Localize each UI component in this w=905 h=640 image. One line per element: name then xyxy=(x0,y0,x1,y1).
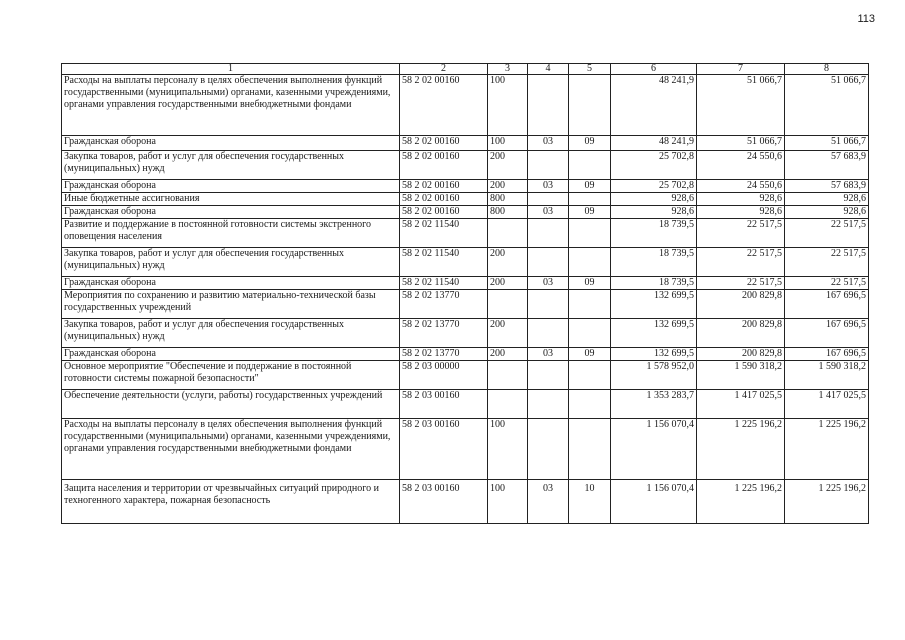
row-section xyxy=(528,75,569,136)
row-target-code: 58 2 02 13770 xyxy=(400,290,488,319)
row-expense-type: 200 xyxy=(488,248,528,277)
row-section xyxy=(528,390,569,419)
row-name: Гражданская оборона xyxy=(62,180,400,193)
row-section: 03 xyxy=(528,480,569,524)
col-header-4: 4 xyxy=(528,64,569,75)
table-row xyxy=(62,361,869,390)
table-row xyxy=(62,136,869,151)
row-value-8: 167 696,5 xyxy=(785,319,869,348)
table-row xyxy=(62,480,869,524)
row-value-7: 24 550,6 xyxy=(697,180,785,193)
row-value-7: 22 517,5 xyxy=(697,277,785,290)
row-value-7: 928,6 xyxy=(697,206,785,219)
row-expense-type: 100 xyxy=(488,419,528,480)
row-target-code: 58 2 02 11540 xyxy=(400,248,488,277)
row-value-8: 928,6 xyxy=(785,206,869,219)
row-value-8: 167 696,5 xyxy=(785,290,869,319)
row-value-6: 132 699,5 xyxy=(611,348,697,361)
row-name: Мероприятия по сохранению и развитию материально-технической базы государственных учреждений xyxy=(62,290,400,319)
row-value-8: 57 683,9 xyxy=(785,151,869,180)
row-value-7: 200 829,8 xyxy=(697,290,785,319)
row-value-8: 57 683,9 xyxy=(785,180,869,193)
row-value-7: 51 066,7 xyxy=(697,136,785,151)
row-subsection xyxy=(569,75,611,136)
row-target-code: 58 2 02 00160 xyxy=(400,193,488,206)
row-expense-type: 100 xyxy=(488,480,528,524)
row-name: Защита населения и территории от чрезвычайных ситуаций природного и техногенного характера, пожарная безопасность xyxy=(62,480,400,524)
row-value-6: 25 702,8 xyxy=(611,151,697,180)
row-section xyxy=(528,290,569,319)
row-value-7: 51 066,7 xyxy=(697,75,785,136)
row-value-6: 48 241,9 xyxy=(611,75,697,136)
row-target-code: 58 2 03 00000 xyxy=(400,361,488,390)
row-subsection xyxy=(569,290,611,319)
row-subsection xyxy=(569,151,611,180)
row-name: Закупка товаров, работ и услуг для обеспечения государственных (муниципальных) нужд xyxy=(62,248,400,277)
row-section xyxy=(528,151,569,180)
row-expense-type: 200 xyxy=(488,277,528,290)
row-name: Закупка товаров, работ и услуг для обеспечения государственных (муниципальных) нужд xyxy=(62,151,400,180)
row-expense-type: 200 xyxy=(488,151,528,180)
budget-table xyxy=(61,63,869,524)
row-value-6: 928,6 xyxy=(611,206,697,219)
row-value-8: 167 696,5 xyxy=(785,348,869,361)
row-section: 03 xyxy=(528,206,569,219)
row-target-code: 58 2 02 00160 xyxy=(400,151,488,180)
row-value-7: 24 550,6 xyxy=(697,151,785,180)
row-expense-type: 100 xyxy=(488,136,528,151)
row-subsection xyxy=(569,361,611,390)
table-row xyxy=(62,180,869,193)
row-name: Гражданская оборона xyxy=(62,206,400,219)
row-value-7: 1 590 318,2 xyxy=(697,361,785,390)
row-target-code: 58 2 02 00160 xyxy=(400,206,488,219)
row-subsection xyxy=(569,193,611,206)
row-expense-type: 800 xyxy=(488,193,528,206)
row-value-6: 18 739,5 xyxy=(611,219,697,248)
row-expense-type xyxy=(488,390,528,419)
row-section: 03 xyxy=(528,180,569,193)
row-section: 03 xyxy=(528,136,569,151)
row-subsection: 09 xyxy=(569,180,611,193)
row-name: Расходы на выплаты персоналу в целях обеспечения выполнения функций государственными (муниципальными) органами, казенными учреждениями, органами управления государственными внебюджетными фондами xyxy=(62,75,400,136)
col-header-7: 7 xyxy=(697,64,785,75)
row-value-8: 51 066,7 xyxy=(785,136,869,151)
row-target-code: 58 2 02 11540 xyxy=(400,277,488,290)
row-subsection xyxy=(569,319,611,348)
row-target-code: 58 2 02 00160 xyxy=(400,75,488,136)
row-value-8: 1 225 196,2 xyxy=(785,480,869,524)
row-value-6: 928,6 xyxy=(611,193,697,206)
row-name: Закупка товаров, работ и услуг для обеспечения государственных (муниципальных) нужд xyxy=(62,319,400,348)
row-value-6: 18 739,5 xyxy=(611,277,697,290)
row-expense-type xyxy=(488,290,528,319)
table-row xyxy=(62,219,869,248)
row-name: Развитие и поддержание в постоянной готовности системы экстренного оповещения населения xyxy=(62,219,400,248)
table-row xyxy=(62,151,869,180)
row-target-code: 58 2 02 13770 xyxy=(400,319,488,348)
table-row xyxy=(62,319,869,348)
col-header-2: 2 xyxy=(400,64,488,75)
row-value-8: 51 066,7 xyxy=(785,75,869,136)
row-value-6: 25 702,8 xyxy=(611,180,697,193)
row-value-8: 1 225 196,2 xyxy=(785,419,869,480)
row-subsection xyxy=(569,248,611,277)
row-target-code: 58 2 03 00160 xyxy=(400,480,488,524)
row-value-7: 1 417 025,5 xyxy=(697,390,785,419)
row-value-7: 200 829,8 xyxy=(697,319,785,348)
row-subsection: 09 xyxy=(569,277,611,290)
table-row xyxy=(62,193,869,206)
table-row xyxy=(62,248,869,277)
col-header-5: 5 xyxy=(569,64,611,75)
row-expense-type xyxy=(488,219,528,248)
row-value-8: 22 517,5 xyxy=(785,219,869,248)
row-name: Гражданская оборона xyxy=(62,348,400,361)
row-name: Основное мероприятие "Обеспечение и поддержание в постоянной готовности системы пожарной безопасности" xyxy=(62,361,400,390)
row-value-6: 132 699,5 xyxy=(611,319,697,348)
col-header-3: 3 xyxy=(488,64,528,75)
row-value-7: 1 225 196,2 xyxy=(697,419,785,480)
row-name: Гражданская оборона xyxy=(62,136,400,151)
row-value-6: 1 353 283,7 xyxy=(611,390,697,419)
table-row xyxy=(62,75,869,136)
row-value-7: 200 829,8 xyxy=(697,348,785,361)
row-name: Обеспечение деятельности (услуги, работы) государственных учреждений xyxy=(62,390,400,419)
row-value-6: 18 739,5 xyxy=(611,248,697,277)
row-value-6: 1 156 070,4 xyxy=(611,480,697,524)
row-value-6: 132 699,5 xyxy=(611,290,697,319)
row-subsection: 09 xyxy=(569,136,611,151)
row-value-8: 1 590 318,2 xyxy=(785,361,869,390)
row-subsection: 09 xyxy=(569,206,611,219)
row-value-6: 1 578 952,0 xyxy=(611,361,697,390)
row-section: 03 xyxy=(528,348,569,361)
row-section xyxy=(528,193,569,206)
row-section xyxy=(528,248,569,277)
row-value-8: 22 517,5 xyxy=(785,248,869,277)
table-header-row xyxy=(62,64,869,75)
row-subsection: 10 xyxy=(569,480,611,524)
table-row xyxy=(62,206,869,219)
col-header-6: 6 xyxy=(611,64,697,75)
row-value-8: 1 417 025,5 xyxy=(785,390,869,419)
table-row xyxy=(62,419,869,480)
row-expense-type: 800 xyxy=(488,206,528,219)
row-section: 03 xyxy=(528,277,569,290)
row-subsection: 09 xyxy=(569,348,611,361)
table-row xyxy=(62,348,869,361)
row-value-8: 22 517,5 xyxy=(785,277,869,290)
row-value-7: 22 517,5 xyxy=(697,248,785,277)
row-section xyxy=(528,319,569,348)
row-value-6: 1 156 070,4 xyxy=(611,419,697,480)
row-section xyxy=(528,361,569,390)
row-expense-type: 200 xyxy=(488,319,528,348)
page-number: 113 xyxy=(857,13,875,25)
row-value-8: 928,6 xyxy=(785,193,869,206)
row-target-code: 58 2 03 00160 xyxy=(400,390,488,419)
row-name: Расходы на выплаты персоналу в целях обеспечения выполнения функций государственными (муниципальными) органами, казенными учреждениями, органами управления государственными внебюджетными фондами xyxy=(62,419,400,480)
row-subsection xyxy=(569,219,611,248)
row-value-7: 1 225 196,2 xyxy=(697,480,785,524)
row-target-code: 58 2 02 00160 xyxy=(400,180,488,193)
row-subsection xyxy=(569,390,611,419)
row-expense-type: 200 xyxy=(488,180,528,193)
row-target-code: 58 2 02 11540 xyxy=(400,219,488,248)
row-value-7: 928,6 xyxy=(697,193,785,206)
table-row xyxy=(62,277,869,290)
row-value-6: 48 241,9 xyxy=(611,136,697,151)
row-target-code: 58 2 03 00160 xyxy=(400,419,488,480)
row-target-code: 58 2 02 00160 xyxy=(400,136,488,151)
col-header-1: 1 xyxy=(62,64,400,75)
row-value-7: 22 517,5 xyxy=(697,219,785,248)
row-expense-type: 100 xyxy=(488,75,528,136)
row-section xyxy=(528,219,569,248)
table-row xyxy=(62,390,869,419)
row-expense-type: 200 xyxy=(488,348,528,361)
table-row xyxy=(62,290,869,319)
row-name: Гражданская оборона xyxy=(62,277,400,290)
row-target-code: 58 2 02 13770 xyxy=(400,348,488,361)
row-expense-type xyxy=(488,361,528,390)
row-section xyxy=(528,419,569,480)
row-name: Иные бюджетные ассигнования xyxy=(62,193,400,206)
col-header-8: 8 xyxy=(785,64,869,75)
row-subsection xyxy=(569,419,611,480)
